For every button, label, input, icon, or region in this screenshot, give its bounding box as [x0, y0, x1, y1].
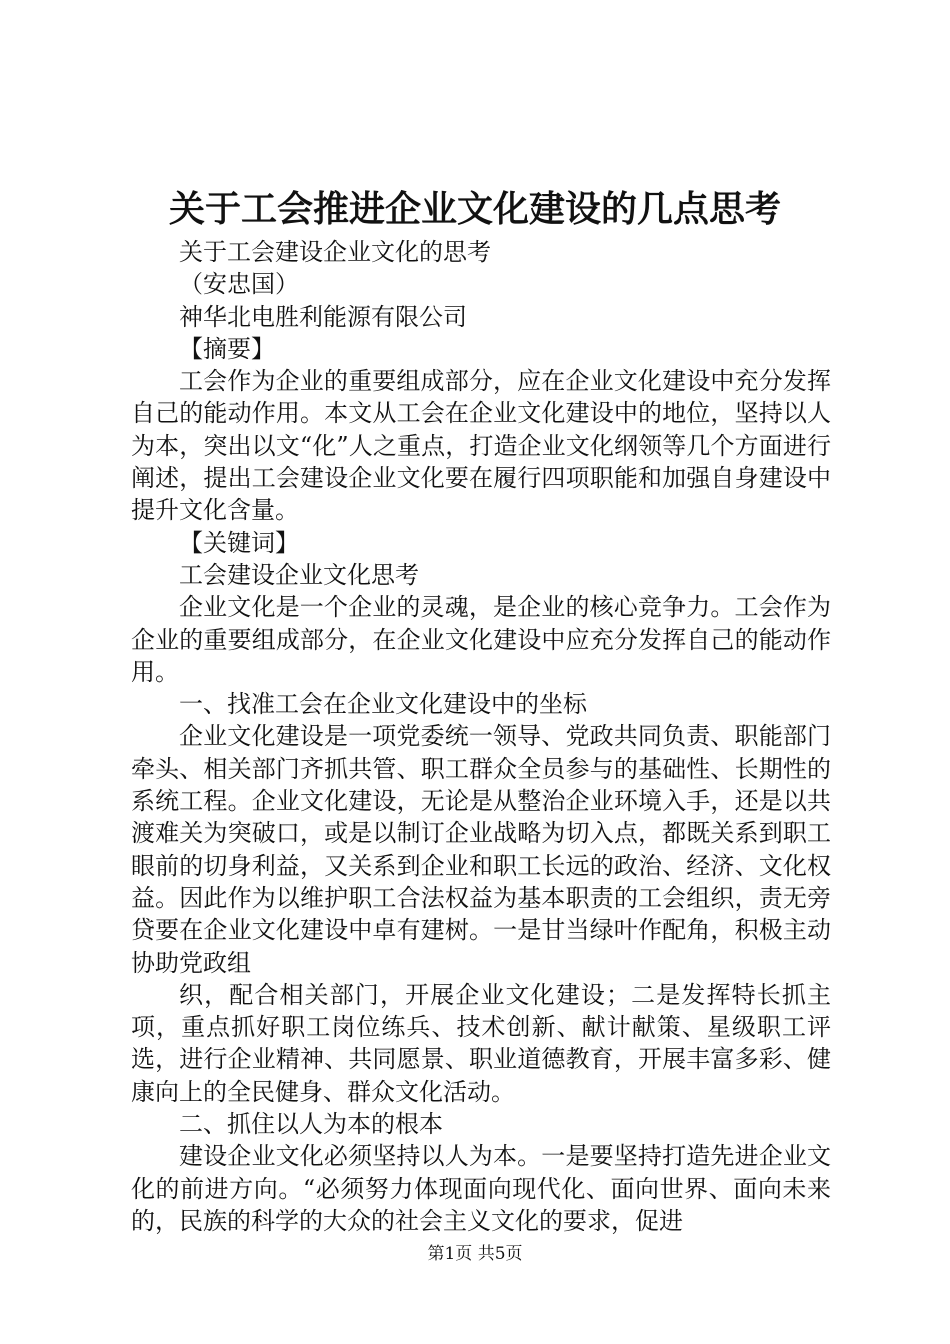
section-1-paragraph-2: 织，配合相关部门，开展企业文化建设；二是发挥特长抓主项，重点抓好职工岗位练兵、技术创新、献计献策、星级职工评选，进行企业精神、共同愿景、职业道德教育，开展丰富多彩、健康向上的全民健身、群众文化活动。	[131, 980, 831, 1106]
organization: 神华北电胜利能源有限公司	[179, 302, 467, 331]
abstract-text: 工会作为企业的重要组成部分，应在企业文化建设中充分发挥自己的能动作用。本文从工会在企业文化建设中的地位，坚持以人为本，突出以文“化”人之重点，打造企业文化纲领等几个方面进行阐述，提出工会建设企业文化要在履行四项职能和加强自身建设中提升文化含量。	[131, 367, 831, 525]
intro-paragraph: 企业文化是一个企业的灵魂，是企业的核心竞争力。工会作为企业的重要组成部分，在企业文化建设中应充分发挥自己的能动作用。	[131, 593, 831, 686]
keywords-text: 工会建设企业文化思考	[179, 560, 419, 589]
subtitle: 关于工会建设企业文化的思考	[179, 238, 491, 266]
section-2-paragraph-1: 建设企业文化必须坚持以人为本。一是要坚持打造先进企业文化的前进方向。“必须努力体现面向现代化、面向世界、面向未来的，民族的科学的大众的社会主义文化的要求，促进	[131, 1142, 831, 1235]
document-body	[131, 236, 831, 1237]
page-footer: 第1页 共5页	[427, 1244, 523, 1264]
author: （安忠国）	[179, 270, 299, 299]
section-heading-1: 一、找准工会在企业文化建设中的坐标	[179, 690, 587, 719]
section-1-paragraph-1: 企业文化建设是一项党委统一领导、党政共同负责、职能部门牵头、相关部门齐抓共管、职工群众全员参与的基础性、长期性的系统工程。企业文化建设，无论是从整治企业环境入手，还是以共渡难关为突破口，或是以制订企业战略为切入点，都既关系到职工眼前的切身利益，又关系到企业和职工长远的政治、经济、文化权益。因此作为以维护职工合法权益为基本职责的工会组织，责无旁贷要在企业文化建设中卓有建树。一是甘当绿叶作配角，积极主动协助党政组	[131, 722, 831, 977]
abstract-heading: 【摘要】	[179, 334, 275, 363]
keywords-heading: 【关键词】	[179, 528, 299, 557]
document-title: 关于工会推进企业文化建设的几点思考	[168, 188, 781, 230]
section-heading-2: 二、抓住以人为本的根本	[179, 1110, 443, 1139]
